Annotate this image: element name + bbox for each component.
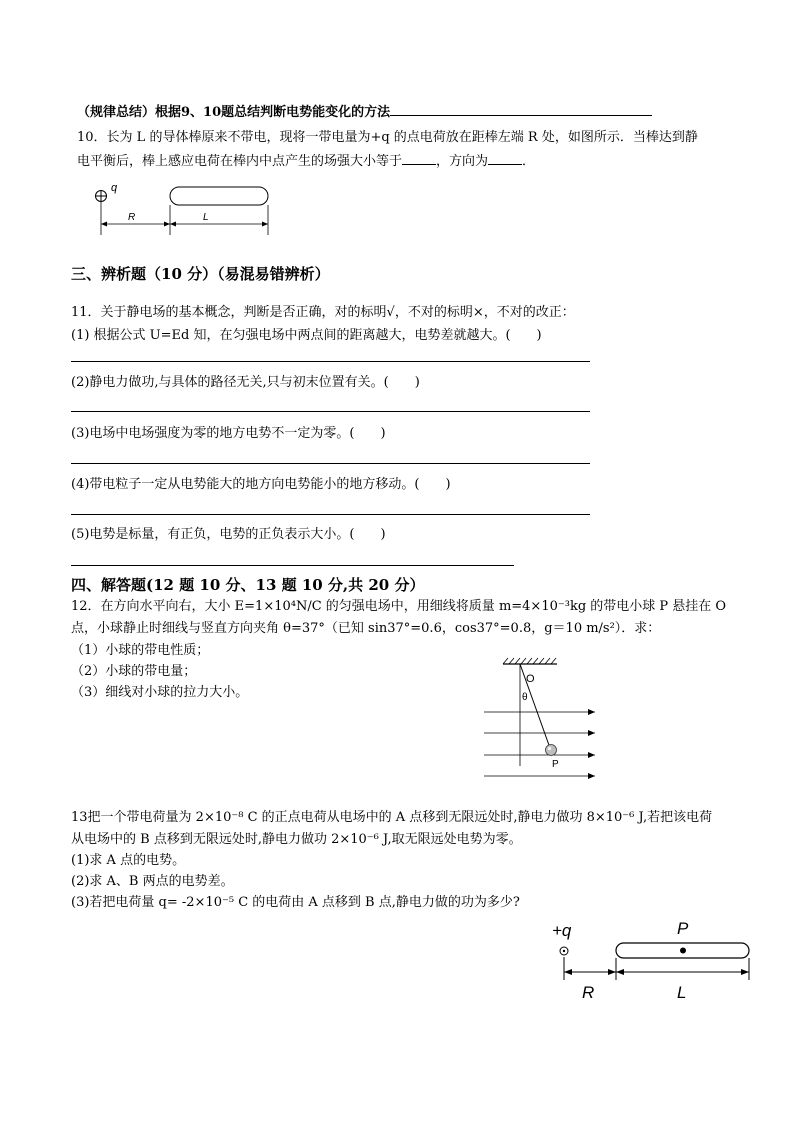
q11-item-2: (2)静电力做功,与具体的路径无关,只与初末位置有关。( ) [71,375,420,390]
q11-answer-line-4[interactable] [71,514,590,515]
q12-part-1: （1）小球的带电性质； [71,643,210,658]
q13-p-label: P [677,919,689,938]
q13-line2: 从电场中的 B 点移到无限远处时,静电力做功 2×10⁻⁶ J,取无限远处电势为零。 [71,832,522,847]
q11-item-4: (4)带电粒子一定从电势能大的地方向电势能小的地方移动。( ) [71,477,451,492]
q10-rod [170,187,268,205]
q12-theta-label: θ [522,692,528,703]
q12-ball [546,745,557,756]
q13-figure [552,914,757,1004]
q10-direction-blank[interactable] [488,153,522,165]
q11-item-5: (5)电势是标量，有正负，电势的正负表示大小。( ) [71,527,386,542]
q10-line2 [77,153,535,170]
q13-part-1: (1)求 A 点的电势。 [71,853,186,868]
summary-line [77,104,652,121]
q13-charge-label: +q [552,921,572,940]
q11-answer-line-3[interactable] [71,463,590,464]
q10-line2-text: 电平衡后，棒上感应电荷在棒内中点产生的场强大小等于 [77,154,403,169]
q10-magnitude-blank[interactable] [402,153,436,165]
section3-heading: 三、辨析题（10 分）（易混易错辨析） [71,265,330,283]
q11-item-3: (3)电场中电场强度为零的地方电势不一定为零。( ) [71,426,386,441]
q11-answer-line-2[interactable] [71,411,590,412]
q13-line1: 13把一个带电荷量为 2×10⁻⁸ C 的正点电荷从电场中的 A 点移到无限远处时,静电力做功 8×10⁻⁶ J,若把该电荷 [71,810,713,825]
q10-l-label: L [203,212,209,223]
q11-item-1: (1) 根据公式 U=Ed 知，在匀强电场中两点间的距离越大，电势差就越大。( ) [71,328,542,343]
q10-line2-end: ． [522,154,536,169]
q13-part-3: (3)若把电荷量 q= -2×10⁻⁵ C 的电荷由 A 点移到 B 点,静电力做的功为多少? [71,895,520,910]
q11-answer-line-1[interactable] [71,361,590,362]
q12-figure [482,658,602,783]
q12-thread [520,664,550,748]
section4-heading: 四、解答题(12 题 10 分、13 题 10 分,共 20 分） [71,576,425,594]
q10-figure [88,180,288,240]
q12-line2: 点，小球静止时细线与竖直方向夹角 θ=37°（已知 sin37°=0.6，cos37°=0.8，g＝10 m/s²）．求： [71,621,661,636]
q12-part-2: （2）小球的带电量； [71,664,197,679]
summary-answer-blank[interactable] [390,104,652,116]
q11-answer-line-5[interactable] [71,565,514,566]
q13-part-2: (2)求 A、B 两点的电势差。 [71,874,234,889]
q10-r-label: R [128,212,136,223]
q10-direction-text: ，方向为 [436,154,489,169]
q13-midpoint [680,948,686,954]
q10-charge-label: q [111,182,118,194]
q11-intro: 11．关于静电场的基本概念，判断是否正确，对的标明√，不对的标明×，不对的改正： [71,305,575,320]
q12-field-lines [484,712,595,776]
q12-part-3: （3）细线对小球的拉力大小。 [71,685,249,700]
q10-line1: 10．长为 L 的导体棒原来不带电，现将一带电量为+q 的点电荷放在距棒左端 R 处，如图所示．当棒达到静 [77,130,698,145]
q13-l-label: L [677,983,687,1002]
q12-p-label: P [552,759,559,770]
q12-o-label: O [526,673,535,685]
q12-line1: 12．在方向水平向右，大小 E=1×10⁴N/C 的匀强电场中，用细线将质量 m=4×10⁻³kg 的带电小球 P 悬挂在 O [71,599,727,614]
summary-label: （规律总结）根据9、10题总结判断电势能变化的方法 [77,105,391,120]
q13-r-label: R [582,983,595,1002]
